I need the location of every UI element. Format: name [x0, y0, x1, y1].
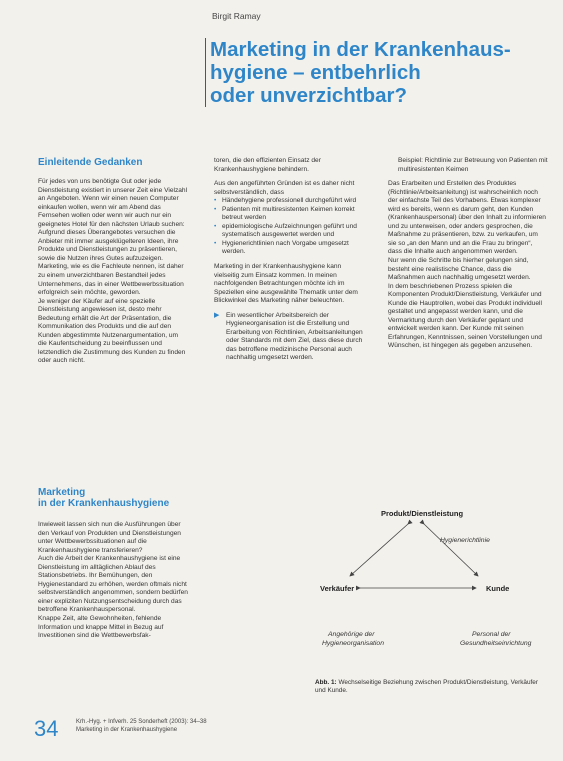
paragraph: Aus den angeführten Gründen ist es daher nicht selbstverständlich, dass: [214, 180, 355, 196]
highlight-note: ▶ Ein wesentlicher Arbeitsbereich der Hygieneorganisation ist die Erstellung und Erarbeitung von Richtlinien, Arbeitsanleitungen oder Standards mit dem Ziel, dass diese durch das betroffene medizinische Personal auch nachhaltig umgesetzt werden.: [214, 312, 366, 363]
list-item: • Patienten mit multiresistenten Keimen korrekt betreut werden: [214, 206, 366, 223]
column-1-top: [38, 178, 188, 366]
diagram-node-seller: Verkäufer: [320, 584, 355, 593]
title-line: oder unverzichtbar?: [210, 84, 408, 107]
diagram-sub-seller: Hygieneorganisation: [322, 640, 384, 647]
column-1-bottom: [38, 521, 190, 641]
paragraph: Inwieweit lassen sich nun die Ausführungen über den Verkauf von Produkten und Dienstleistungen unter Wettbewerbssituationen auf die Krankenhaushygiene transferieren?: [38, 521, 181, 554]
heading-line: Marketing: [38, 487, 86, 498]
paragraph: Nur wenn die Schritte bis hierher gelungen sind, besteht eine realistische Chance, dass die Maßnahmen auch nachhaltig umgesetzt werden.: [388, 257, 531, 282]
arrow-product-customer: [424, 524, 478, 576]
column-2: [214, 157, 366, 363]
paragraph: In dem beschriebenen Prozess spielen die Komponenten Produkt/Dienstleistung, Verkäufer und Kunde die Hauptrollen, wobei das Produkt individuell gestaltet und angepasst werden kann, und die Vermarktung durch den Verkäufer geplant und entwickelt werden kann. Der Kunde mit seinen Erfahrungen, Kenntnissen, seinen Vorstellungen und Wünschen, ist hingegen als gegeben anzusehen.: [388, 282, 542, 350]
diagram-sub-seller: Angehörige der: [328, 631, 375, 638]
paragraph: Auch die Arbeit der Krankenhaushygiene ist eine Dienstleistung im alltäglichen Ablauf des Stationsbetriebs. Ihr Bemühungen, den Hygienestandard zu erhöhen, werden oftmals nicht selbstverständlich angenommen, sondern bedürfen einer expliziten Nutzungsentscheidung durch das betroffene Krankenhauspersonal.: [38, 555, 188, 614]
caption-text: Wechselseitige Beziehung zwischen Produkt/Dienstleistung, Verkäufer und Kunde.: [315, 679, 538, 694]
paragraph: Marketing, wie es die Fachleute nennen, ist daher zu einem unverzichtbaren Bestandteil jedes Unternehmens, das in einer Wettbewerbssituation erfolgreich sein möchte, geworden.: [38, 263, 184, 297]
list-item: • Händehygiene professionell durchgeführt wird: [214, 197, 366, 206]
running-title: Marketing in der Krankenhaushygiene: [76, 727, 178, 733]
diagram-sub-customer: Personal der: [472, 631, 511, 638]
paragraph: Je weniger der Käufer auf eine spezielle Dienstleistung angewiesen ist, desto mehr Bedeutung erhält die Art der Präsentation, die Kommunikation des Produkts und die auf den Kunden abgestimmte Nutzenargumentation, um die Kaufentscheidung zu beeinflussen und letztendlich die Zustimmung des Kunden zu finden oder auch nicht.: [38, 297, 186, 365]
list-item: • epidemiologische Aufzeichnungen geführt und systematisch ausgewertet werden und: [214, 223, 366, 240]
column-3: [388, 157, 548, 351]
paragraph: Das Erarbeiten und Erstellen des Produktes (Richtlinie/Arbeitsanleitung) ist wahrscheinlich noch der einfachste Teil des Vorhabens. Etwas komplexer wird es bereits, wenn es darum geht, den Kunden (Krankenhauspersonal) über den Inhalt zu informieren und zu unterweisen, oder anders gesprochen, die Maßnahme zu präsentieren, bzw. zu verkaufen, um sie so „an den Mann und an die Frau zu bringen“, dass die Inhalte auch angenommen werden.: [388, 180, 546, 256]
bullet-list: [214, 197, 366, 257]
heading-line: in der Krankenhaushygiene: [38, 498, 170, 509]
paragraph: toren, die den effizienten Einsatz der Krankenhaushygiene behindern.: [214, 157, 321, 173]
title-line: Marketing in der Krankenhaus-: [210, 38, 511, 61]
author-name: Birgit Ramay: [212, 11, 261, 21]
title-line: hygiene – entbehrlich: [210, 61, 421, 84]
paragraph: Knappe Zeit, alte Gewohnheiten, fehlende Information und knappe Mittel in Bezug auf Investitionen sind die Wettbewerbsfak-: [38, 615, 164, 640]
diagram-node-product: Produkt/Dienstleistung: [380, 509, 464, 518]
article-title: [205, 38, 560, 107]
diagram-sub-customer: Gesundheitseinrichtung: [460, 640, 532, 647]
caption-label: Abb. 1:: [315, 679, 337, 686]
figure-caption: [315, 679, 550, 695]
example-note: Beispiel: Richtlinie zur Betreuung von Patienten mit multiresistenten Keimen: [398, 157, 548, 173]
list-item: • Hygienerichtlinien nach Vorgabe umgesetzt werden.: [214, 240, 366, 257]
relationship-diagram: [300, 504, 560, 676]
diagram-node-customer: Kunde: [486, 584, 510, 593]
page-number: 34: [34, 716, 59, 741]
diagram-sub-product: Hygienerichtlinie: [440, 537, 490, 544]
section-heading-intro: Einleitende Gedanken: [38, 157, 143, 168]
section-heading-marketing: [38, 487, 169, 509]
citation: Krh.-Hyg. + Infverh. 25 Sonderheft (2003): 34–38: [76, 719, 207, 725]
paragraph: Für jedes von uns benötigte Gut oder jede Dienstleistung existiert in unserer Zeit eine Vielzahl an Angeboten. Wenn wir einen neuen Computer einkaufen wollen, wenn wir am Abend das Fernsehen wollen oder wenn wir auch nur ein geeignetes Hotel für den nächsten Urlaub suchen: Aufgrund dieses Überangebotes versuchen die Anbieter mit immer ausgeklügelteren Ideen, ihre Produkte und Dienstleistungen zu präsentieren, sowie die Nutzen ihres Gutes aufzuzeigen.: [38, 178, 188, 262]
arrow-product-seller: [350, 524, 408, 576]
paragraph: Marketing in der Krankenhaushygiene kann vielseitig zum Einsatz kommen. In meinen nachfolgenden Betrachtungen möchte ich im Speziellen eine ausgewählte Thematik unter dem Blickwinkel des Marketing näher beleuchten.: [214, 263, 358, 305]
footer: [76, 718, 207, 734]
